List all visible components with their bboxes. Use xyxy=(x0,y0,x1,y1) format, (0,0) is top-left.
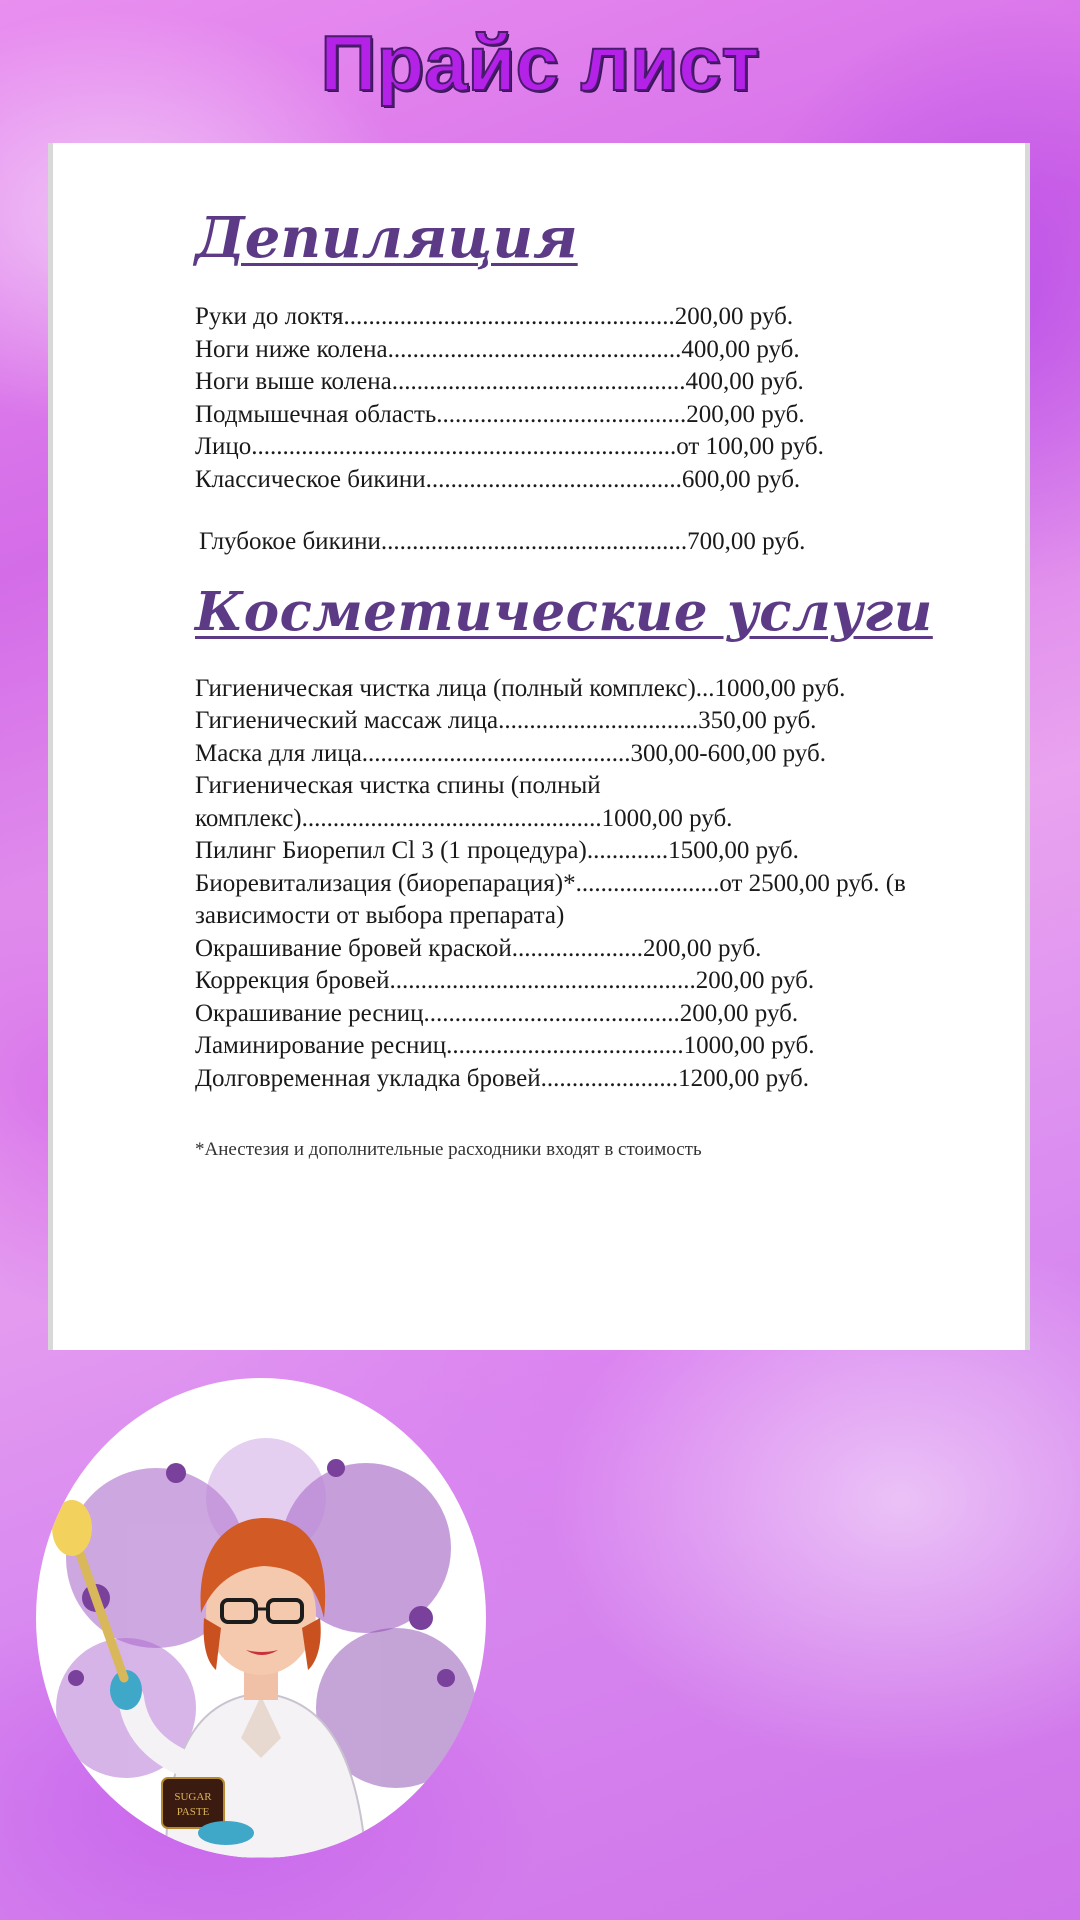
page-title: Прайс лист xyxy=(320,19,760,107)
price-item: Биоревитализация (биорепарация)*.......................от 2500,00 руб. (в зависимости от выбора препарата) xyxy=(195,869,906,929)
price-item: Окрашивание ресниц.........................................200,00 руб. xyxy=(195,999,799,1027)
price-item: Гигиеническая чистка лица (полный комплекс)...1000,00 руб. xyxy=(195,674,846,702)
depilation-heading: Депиляция xyxy=(195,205,578,271)
price-item: Маска для лица...........................................300,00-600,00 руб. xyxy=(195,739,826,767)
footnote: *Анестезия и дополнительные расходники входят в стоимость xyxy=(195,1139,702,1160)
price-item: Долговременная укладка бровей......................1200,00 руб. xyxy=(195,1064,809,1092)
price-item: Ламинирование ресниц......................................1000,00 руб. xyxy=(195,1032,815,1059)
price-item: Ноги ниже колена...............................................400,00 руб. xyxy=(195,335,800,363)
price-item: Классическое бикини.........................................600,00 руб. xyxy=(195,465,801,493)
price-item: Гигиеническая чистка спины (полный комплекс)................................................1000,00 руб. xyxy=(195,772,733,832)
price-item: Пилинг Биорепил Cl 3 (1 процедура).............1500,00 руб. xyxy=(195,837,799,864)
price-item: Подмышечная область........................................200,00 руб. xyxy=(195,400,805,428)
price-item: Глубокое бикини.................................................700,00 руб. xyxy=(199,528,806,555)
price-item: Коррекция бровей.................................................200,00 руб. xyxy=(195,967,815,994)
price-item: Лицо....................................................................от 100,00 руб. xyxy=(195,433,824,460)
price-sheet xyxy=(48,143,1030,1350)
avatar-illustration xyxy=(36,1378,486,1858)
master-avatar xyxy=(36,1378,486,1858)
price-item: Окрашивание бровей краской.....................200,00 руб. xyxy=(195,934,762,962)
price-item: Руки до локтя.....................................................200,00 руб. xyxy=(195,303,794,330)
price-item: Ноги выше колена...............................................400,00 руб. xyxy=(195,368,804,395)
cosmetics-heading: Косметические услуги xyxy=(195,580,933,643)
logo-text: SUGAR xyxy=(174,1791,212,1803)
svg-text:PASTE: PASTE xyxy=(176,1806,210,1818)
price-item: Гигиенический массаж лица................................350,00 руб. xyxy=(195,707,817,734)
price-content xyxy=(195,205,1015,1161)
